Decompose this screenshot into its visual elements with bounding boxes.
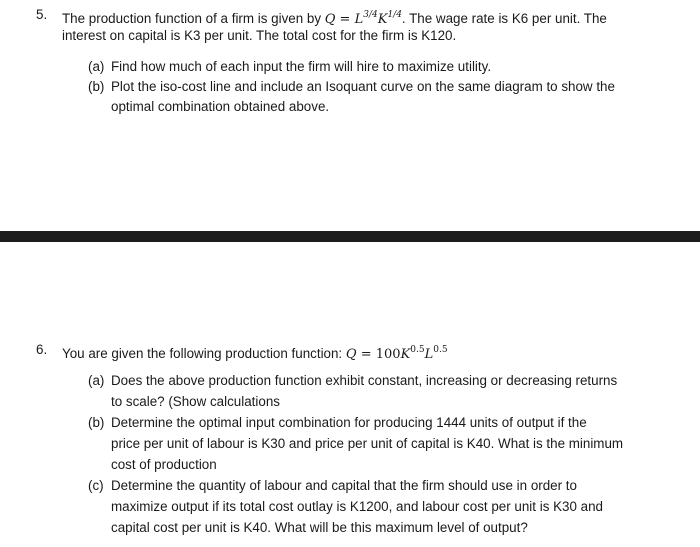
question-6-number: 6.	[36, 342, 48, 357]
question-5a-text: Find how much of each input the firm will hire to maximize utility.	[111, 59, 492, 74]
question-6c-text-1: Determine the quantity of labour and capital that the firm should use in order to	[111, 478, 577, 493]
question-6b-text-1: Determine the optimal input combination for producing 1444 units of output if the	[111, 415, 587, 430]
question-6c-text-2: maximize output if its total cost outlay is K1200, and labour cost per unit is K30 and	[111, 499, 604, 514]
question-6a-text-1: Does the above production function exhibit constant, increasing or decreasing returns	[111, 373, 618, 388]
question-5b-text-2: optimal combination obtained above.	[111, 99, 330, 114]
question-6c-label: (c)	[88, 478, 104, 493]
question-6b-text-2: price per unit of labour is K30 and price per unit of capital is K40. What is the minimum	[111, 436, 624, 451]
question-5b-text-1: Plot the iso-cost line and include an Isoquant curve on the same diagram to show the	[111, 79, 615, 94]
question-5a-label: (a)	[88, 59, 105, 74]
question-6-line-1: You are given the following production function: $Q = 100K^{0.5}L^{0.5}$	[62, 345, 448, 362]
question-5-line-2: interest on capital is K3 per unit. The total cost for the firm is K120.	[62, 28, 457, 43]
question-6a-label: (a)	[88, 373, 105, 388]
question-6a-text-2: to scale? (Show calculations	[111, 394, 280, 409]
question-6b-label: (b)	[88, 415, 105, 430]
question-5b-label: (b)	[88, 79, 105, 94]
question-6b-text-3: cost of production	[111, 457, 217, 472]
question-5-number: 5.	[36, 7, 48, 22]
production-function-formula-6: $Q = 100K^{0.5}L^{0.5}$	[345, 345, 448, 362]
section-divider	[0, 231, 700, 242]
question-6c-text-3: capital cost per unit is K40. What will be this maximum level of output?	[111, 520, 528, 535]
production-function-formula: $Q = L^{3/4}K^{1/4}$	[324, 10, 402, 27]
question-5-line-1: The production function of a firm is given by $Q = L^{3/4}K^{1/4}$. The wage rate is K6 per unit. The	[62, 10, 607, 27]
